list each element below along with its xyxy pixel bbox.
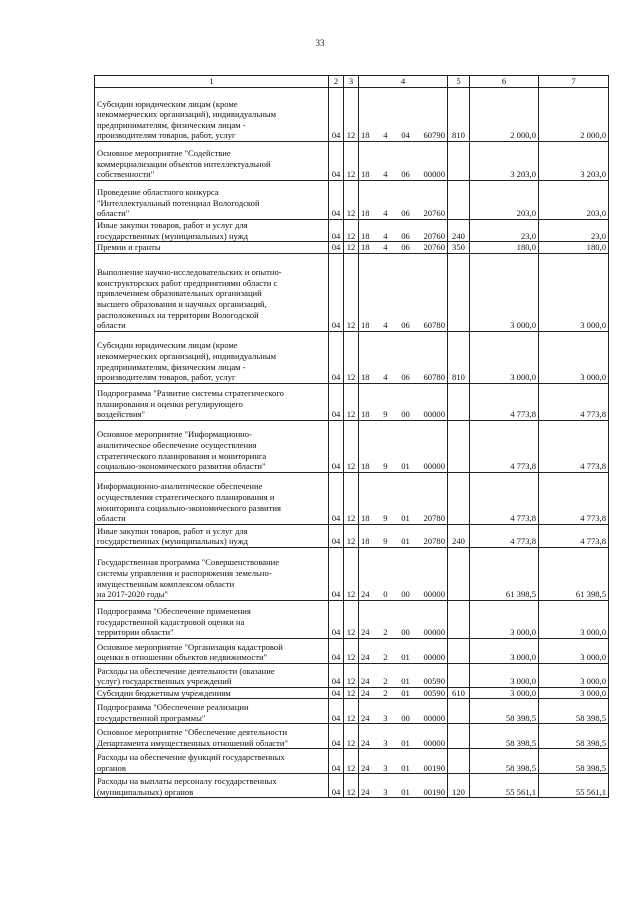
- target-article-part: 4: [383, 320, 388, 331]
- target-article-parts: [361, 589, 445, 600]
- target-article-parts: [361, 242, 445, 253]
- subsection-cell: 12: [344, 724, 359, 749]
- target-article-part: 18: [361, 320, 370, 331]
- target-article-parts: [361, 627, 445, 638]
- subsection-cell: 12: [344, 774, 359, 798]
- target-article-part: 4: [383, 208, 388, 219]
- target-article-part: 06: [401, 320, 410, 331]
- expense-type-cell: [448, 253, 470, 331]
- target-article-part: 18: [361, 208, 370, 219]
- target-article-cell: [359, 724, 448, 749]
- target-article-parts: [361, 787, 445, 798]
- table-row: [95, 547, 609, 600]
- target-article-cell: [359, 142, 448, 181]
- section-cell: 04: [329, 774, 344, 798]
- amount-total-cell: 3 000,0: [539, 638, 609, 663]
- target-article-cell: [359, 472, 448, 524]
- target-article-parts: [361, 372, 445, 383]
- target-article-cell: [359, 600, 448, 638]
- subsection-cell: 12: [344, 638, 359, 663]
- target-article-part: 24: [361, 737, 370, 748]
- expense-type-cell: [448, 638, 470, 663]
- header-cell: 1: [95, 76, 329, 88]
- target-article-part: 00000: [423, 737, 445, 748]
- amount-total-cell: 4 773,8: [539, 420, 609, 472]
- target-article-part: 2: [383, 676, 388, 687]
- row-name-cell: Расходы на выплаты персоналу государственных (муниципальных) органов: [95, 774, 329, 798]
- table-row: [95, 242, 609, 254]
- target-article-part: 3: [383, 712, 388, 723]
- subsection-cell: 12: [344, 699, 359, 724]
- target-article-cell: [359, 524, 448, 547]
- target-article-part: 00000: [423, 652, 445, 663]
- subsection-cell: 12: [344, 383, 359, 420]
- target-article-part: 24: [361, 627, 370, 638]
- table-row: [95, 524, 609, 547]
- expense-type-cell: 240: [448, 524, 470, 547]
- expense-type-cell: [448, 600, 470, 638]
- section-cell: 04: [329, 600, 344, 638]
- target-article-parts: [361, 461, 445, 472]
- amount-total-cell: 180,0: [539, 242, 609, 254]
- target-article-part: 18: [361, 409, 370, 420]
- target-article-parts: [361, 130, 445, 141]
- header-cell: 7: [539, 76, 609, 88]
- target-article-part: 24: [361, 652, 370, 663]
- section-cell: 04: [329, 699, 344, 724]
- table-row: [95, 181, 609, 220]
- target-article-part: 00: [401, 627, 410, 638]
- expense-type-cell: [448, 420, 470, 472]
- target-article-part: 24: [361, 687, 370, 698]
- table-row: [95, 472, 609, 524]
- target-article-parts: [361, 738, 445, 749]
- section-cell: 04: [329, 524, 344, 547]
- amount-total-cell: 3 000,0: [539, 331, 609, 383]
- amount-total-cell: 4 773,8: [539, 472, 609, 524]
- target-article-part: 06: [401, 230, 410, 241]
- subsection-cell: 12: [344, 220, 359, 242]
- table-row: [95, 420, 609, 472]
- target-article-part: 00000: [423, 169, 445, 180]
- amount-total-cell: 23,0: [539, 220, 609, 242]
- target-article-part: 4: [383, 242, 388, 253]
- header-cell: 5: [448, 76, 470, 88]
- table-body: [95, 88, 609, 798]
- expense-type-cell: [448, 663, 470, 687]
- target-article-cell: [359, 88, 448, 142]
- header-cell: 6: [470, 76, 539, 88]
- amount-total-cell: 3 000,0: [539, 663, 609, 687]
- target-article-part: 20760: [423, 242, 445, 253]
- row-name-cell: Субсидии юридическим лицам (кроме некоммерческих организаций), индивидуальным предпринимателям, физическим лицам - производителям товаров, работ, услуг: [95, 88, 329, 142]
- section-cell: 04: [329, 181, 344, 220]
- section-cell: 04: [329, 253, 344, 331]
- target-article-parts: [361, 320, 445, 331]
- amount-cell: 4 773,8: [470, 472, 539, 524]
- section-cell: 04: [329, 420, 344, 472]
- row-name-cell: Проведение областного конкурса "Интеллектуальный потенциал Вологодской области": [95, 181, 329, 220]
- row-name-cell: Субсидии юридическим лицам (кроме некоммерческих организаций), индивидуальным предпринимателям, физическим лицам - производителям товаров, работ, услуг: [95, 331, 329, 383]
- subsection-cell: 12: [344, 472, 359, 524]
- subsection-cell: 12: [344, 181, 359, 220]
- target-article-parts: [361, 676, 445, 687]
- target-article-part: 06: [401, 169, 410, 180]
- target-article-part: 18: [361, 372, 370, 383]
- expense-type-cell: [448, 749, 470, 774]
- target-article-part: 24: [361, 676, 370, 687]
- expense-type-cell: 610: [448, 687, 470, 699]
- row-name-cell: Подпрограмма "Обеспечение применения государственной кадастровой оценки на территории области": [95, 600, 329, 638]
- table-row: [95, 638, 609, 663]
- target-article-part: 00000: [423, 589, 445, 600]
- amount-cell: 203,0: [470, 181, 539, 220]
- row-name-cell: Информационно-аналитическое обеспечение осуществления стратегического планирования и мониторинга социально-экономического развития области: [95, 472, 329, 524]
- target-article-parts: [361, 536, 445, 547]
- amount-total-cell: 3 000,0: [539, 687, 609, 699]
- target-article-cell: [359, 253, 448, 331]
- section-cell: 04: [329, 88, 344, 142]
- expense-type-cell: 810: [448, 88, 470, 142]
- row-name-cell: Основное мероприятие "Информационно- аналитическое обеспечение осуществления стратегического планирования и мониторинга социально-экономического развития области": [95, 420, 329, 472]
- amount-cell: 61 398,5: [470, 547, 539, 600]
- amount-cell: 180,0: [470, 242, 539, 254]
- amount-cell: 3 000,0: [470, 687, 539, 699]
- table-row: [95, 663, 609, 687]
- amount-total-cell: 203,0: [539, 181, 609, 220]
- target-article-part: 18: [361, 513, 370, 524]
- amount-total-cell: 58 398,5: [539, 724, 609, 749]
- target-article-part: 20760: [423, 230, 445, 241]
- target-article-cell: [359, 547, 448, 600]
- section-cell: 04: [329, 331, 344, 383]
- subsection-cell: 12: [344, 420, 359, 472]
- amount-cell: 2 000,0: [470, 88, 539, 142]
- subsection-cell: 12: [344, 253, 359, 331]
- target-article-parts: [361, 208, 445, 219]
- page-number: 33: [315, 38, 325, 48]
- target-article-part: 24: [361, 712, 370, 723]
- target-article-part: 3: [383, 737, 388, 748]
- target-article-part: 00000: [423, 627, 445, 638]
- target-article-part: 01: [401, 737, 410, 748]
- amount-total-cell: 4 773,8: [539, 383, 609, 420]
- target-article-part: 3: [383, 762, 388, 773]
- amount-cell: 4 773,8: [470, 383, 539, 420]
- target-article-part: 01: [401, 652, 410, 663]
- target-article-part: 2: [383, 627, 388, 638]
- subsection-cell: 12: [344, 749, 359, 774]
- expense-type-cell: [448, 724, 470, 749]
- target-article-part: 18: [361, 230, 370, 241]
- section-cell: 04: [329, 220, 344, 242]
- target-article-part: 24: [361, 762, 370, 773]
- target-article-part: 06: [401, 208, 410, 219]
- target-article-part: 00000: [423, 712, 445, 723]
- target-article-cell: [359, 242, 448, 254]
- amount-total-cell: 3 000,0: [539, 600, 609, 638]
- row-name-cell: Основное мероприятие "Организация кадастровой оценки в отношении объектов недвижимости": [95, 638, 329, 663]
- subsection-cell: 12: [344, 600, 359, 638]
- target-article-part: 9: [383, 461, 388, 472]
- row-name-cell: Государственная программа "Совершенствование системы управления и распоряжения земельно- имущественным комплексом области на 2017-2020 годы": [95, 547, 329, 600]
- subsection-cell: 12: [344, 663, 359, 687]
- target-article-part: 00000: [423, 409, 445, 420]
- target-article-part: 20780: [423, 536, 445, 547]
- table-row: [95, 253, 609, 331]
- target-article-part: 00190: [423, 786, 445, 797]
- table-row: [95, 331, 609, 383]
- section-cell: 04: [329, 687, 344, 699]
- target-article-part: 9: [383, 409, 388, 420]
- table-row: [95, 699, 609, 724]
- target-article-part: 2: [383, 687, 388, 698]
- target-article-cell: [359, 638, 448, 663]
- amount-cell: 4 773,8: [470, 524, 539, 547]
- table-row: [95, 687, 609, 699]
- target-article-part: 01: [401, 513, 410, 524]
- table-row: [95, 600, 609, 638]
- target-article-part: 20780: [423, 513, 445, 524]
- amount-cell: 58 398,5: [470, 699, 539, 724]
- target-article-cell: [359, 699, 448, 724]
- row-name-cell: Расходы на обеспечение функций государственных органов: [95, 749, 329, 774]
- subsection-cell: 12: [344, 88, 359, 142]
- target-article-cell: [359, 420, 448, 472]
- section-cell: 04: [329, 724, 344, 749]
- target-article-part: 4: [383, 372, 388, 383]
- header-cell: 2: [329, 76, 344, 88]
- target-article-part: 18: [361, 461, 370, 472]
- section-cell: 04: [329, 749, 344, 774]
- row-name-cell: Выполнение научно-исследовательских и опытно- конструкторских работ предприятиями области с привлечением образовательных организаций высшего образования и научных организаций, расположенных на территории Вологодской области: [95, 253, 329, 331]
- row-name-cell: Иные закупки товаров, работ и услуг для государственных (муниципальных) нужд: [95, 524, 329, 547]
- amount-total-cell: 58 398,5: [539, 749, 609, 774]
- target-article-cell: [359, 687, 448, 699]
- table-row: [95, 142, 609, 181]
- expense-type-cell: 810: [448, 331, 470, 383]
- target-article-cell: [359, 331, 448, 383]
- target-article-part: 00190: [423, 762, 445, 773]
- target-article-parts: [361, 763, 445, 774]
- row-name-cell: Субсидии бюджетным учреждениям: [95, 687, 329, 699]
- amount-cell: 3 000,0: [470, 253, 539, 331]
- target-article-part: 20760: [423, 208, 445, 219]
- target-article-part: 0: [383, 589, 388, 600]
- target-article-part: 04: [401, 130, 410, 141]
- target-article-parts: [361, 688, 445, 699]
- expense-type-cell: [448, 181, 470, 220]
- table-row: [95, 724, 609, 749]
- amount-total-cell: 3 000,0: [539, 253, 609, 331]
- target-article-cell: [359, 749, 448, 774]
- amount-total-cell: 58 398,5: [539, 699, 609, 724]
- section-cell: 04: [329, 638, 344, 663]
- target-article-part: 9: [383, 536, 388, 547]
- amount-total-cell: 55 561,1: [539, 774, 609, 798]
- target-article-part: 01: [401, 687, 410, 698]
- row-name-cell: Подпрограмма "Обеспечение реализации государственной программы": [95, 699, 329, 724]
- expense-type-cell: [448, 547, 470, 600]
- row-name-cell: Основное мероприятие "Содействие коммерциализации объектов интеллектуальной собственности": [95, 142, 329, 181]
- table-row: [95, 383, 609, 420]
- table-row: [95, 88, 609, 142]
- amount-cell: 55 561,1: [470, 774, 539, 798]
- target-article-part: 06: [401, 242, 410, 253]
- target-article-part: 00: [401, 712, 410, 723]
- amount-cell: 3 000,0: [470, 638, 539, 663]
- section-cell: 04: [329, 472, 344, 524]
- target-article-part: 18: [361, 130, 370, 141]
- amount-cell: 58 398,5: [470, 724, 539, 749]
- section-cell: 04: [329, 383, 344, 420]
- expense-type-cell: [448, 472, 470, 524]
- budget-table: [94, 75, 609, 798]
- subsection-cell: 12: [344, 524, 359, 547]
- target-article-part: 01: [401, 676, 410, 687]
- amount-total-cell: 3 203,0: [539, 142, 609, 181]
- target-article-parts: [361, 652, 445, 663]
- expense-type-cell: 240: [448, 220, 470, 242]
- target-article-parts: [361, 409, 445, 420]
- header-row: [95, 76, 609, 88]
- row-name-cell: Иные закупки товаров, работ и услуг для государственных (муниципальных) нужд: [95, 220, 329, 242]
- row-name-cell: Расходы на обеспечение деятельности (оказание услуг) государственных учреждений: [95, 663, 329, 687]
- target-article-part: 9: [383, 513, 388, 524]
- target-article-part: 24: [361, 786, 370, 797]
- target-article-part: 01: [401, 786, 410, 797]
- target-article-cell: [359, 181, 448, 220]
- amount-total-cell: 61 398,5: [539, 547, 609, 600]
- expense-type-cell: 120: [448, 774, 470, 798]
- amount-cell: 23,0: [470, 220, 539, 242]
- subsection-cell: 12: [344, 242, 359, 254]
- target-article-part: 01: [401, 762, 410, 773]
- header-cell: 3: [344, 76, 359, 88]
- section-cell: 04: [329, 142, 344, 181]
- expense-type-cell: [448, 383, 470, 420]
- row-name-cell: Основное мероприятие "Обеспечение деятельности Департамента имущественных отношений области": [95, 724, 329, 749]
- target-article-cell: [359, 774, 448, 798]
- target-article-part: 4: [383, 130, 388, 141]
- section-cell: 04: [329, 663, 344, 687]
- subsection-cell: 12: [344, 547, 359, 600]
- amount-cell: 3 000,0: [470, 331, 539, 383]
- row-name-cell: Премии и гранты: [95, 242, 329, 254]
- target-article-part: 24: [361, 589, 370, 600]
- expense-type-cell: [448, 699, 470, 724]
- target-article-parts: [361, 231, 445, 242]
- target-article-part: 60780: [423, 372, 445, 383]
- target-article-part: 00: [401, 409, 410, 420]
- target-article-cell: [359, 220, 448, 242]
- table-row: [95, 220, 609, 242]
- target-article-part: 00590: [423, 687, 445, 698]
- amount-cell: 58 398,5: [470, 749, 539, 774]
- target-article-parts: [361, 713, 445, 724]
- row-name-cell: Подпрограмма "Развитие системы стратегического планирования и оценки регулирующего воздействия": [95, 383, 329, 420]
- target-article-part: 06: [401, 372, 410, 383]
- target-article-parts: [361, 513, 445, 524]
- target-article-cell: [359, 383, 448, 420]
- amount-cell: 3 203,0: [470, 142, 539, 181]
- target-article-part: 4: [383, 169, 388, 180]
- subsection-cell: 12: [344, 331, 359, 383]
- target-article-part: 60780: [423, 320, 445, 331]
- target-article-parts: [361, 169, 445, 180]
- target-article-part: 18: [361, 242, 370, 253]
- amount-total-cell: 4 773,8: [539, 524, 609, 547]
- target-article-part: 01: [401, 461, 410, 472]
- header-cell: 4: [359, 76, 448, 88]
- section-cell: 04: [329, 547, 344, 600]
- target-article-part: 2: [383, 652, 388, 663]
- target-article-part: 01: [401, 536, 410, 547]
- expense-type-cell: 350: [448, 242, 470, 254]
- amount-cell: 3 000,0: [470, 663, 539, 687]
- subsection-cell: 12: [344, 687, 359, 699]
- amount-cell: 3 000,0: [470, 600, 539, 638]
- amount-cell: 4 773,8: [470, 420, 539, 472]
- target-article-part: 18: [361, 169, 370, 180]
- section-cell: 04: [329, 242, 344, 254]
- target-article-part: 00590: [423, 676, 445, 687]
- target-article-part: 60790: [423, 130, 445, 141]
- target-article-part: 3: [383, 786, 388, 797]
- expense-type-cell: [448, 142, 470, 181]
- amount-total-cell: 2 000,0: [539, 88, 609, 142]
- table-row: [95, 774, 609, 798]
- target-article-part: 00000: [423, 461, 445, 472]
- target-article-cell: [359, 663, 448, 687]
- target-article-part: 4: [383, 230, 388, 241]
- target-article-part: 00: [401, 589, 410, 600]
- target-article-part: 18: [361, 536, 370, 547]
- table-row: [95, 749, 609, 774]
- subsection-cell: 12: [344, 142, 359, 181]
